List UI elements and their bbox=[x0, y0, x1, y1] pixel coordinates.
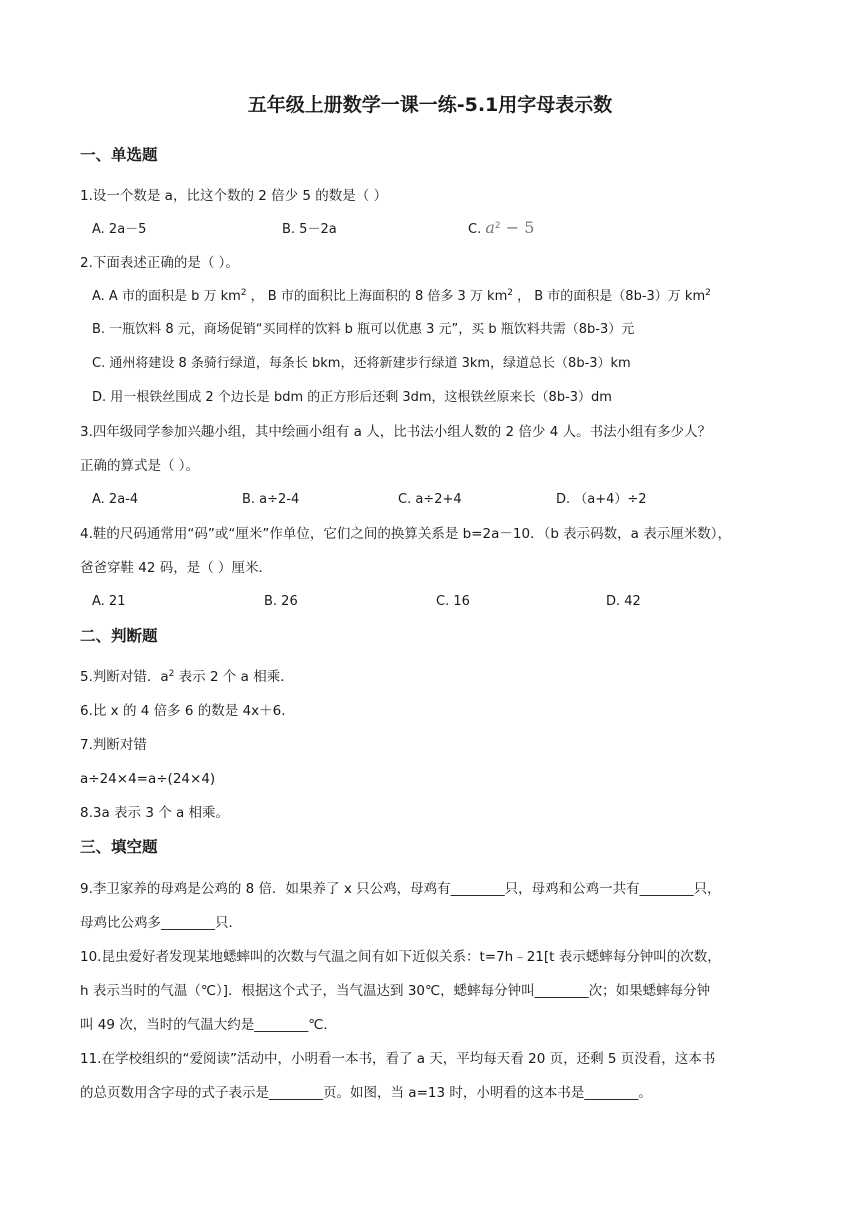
question-3-stem-line2: 正确的算式是（ ）。 bbox=[80, 458, 200, 474]
question-1-option-a: A. 2a－5 bbox=[92, 222, 147, 237]
question-4-stem-line1: 4.鞋的尺码通常用“码”或“厘米”作单位，它们之间的换算关系是 b=2a－10．（b 表示码数，a 表示厘米数）， bbox=[80, 526, 731, 542]
question-1-option-c-formula-base: a bbox=[485, 218, 495, 237]
question-4-option-d: D. 42 bbox=[606, 594, 641, 609]
question-10-line1: 10.昆虫爱好者发现某地蟋蟀叫的次数与气温之间有如下近似关系：t=7h﹣21[t 表示蟋蟀每分钟叫的次数， bbox=[80, 949, 721, 965]
question-2-option-a-sup2: 2 bbox=[507, 288, 513, 298]
question-10-line2: h 表示当时的气温（℃）]．根据这个式子，当气温达到 30℃，蟋蟀每分钟叫________次；如果蟋蟀每分钟 bbox=[80, 983, 711, 999]
question-3-option-b: B. a÷2-4 bbox=[242, 492, 300, 507]
question-7-line2: a÷24×4=a÷(24×4) bbox=[80, 771, 216, 787]
question-2-option-a bbox=[92, 288, 711, 306]
question-8: 8.3a 表示 3 个 a 相乘。 bbox=[80, 805, 230, 821]
question-1-option-c-formula-rest: − 5 bbox=[500, 218, 535, 237]
question-2-option-c: C. 通州将建设 8 条骑行绿道，每条长 bkm，还将新建步行绿道 3km，绿道总长（8b-3）km bbox=[92, 356, 631, 371]
question-3-stem-line1: 3.四年级同学参加兴趣小组，其中绘画小组有 a 人，比书法小组人数的 2 倍少 4 人。书法小组有多少人？ bbox=[80, 424, 712, 440]
question-5-exponent: 2 bbox=[168, 669, 175, 679]
question-1-option-b: B. 5－2a bbox=[282, 222, 337, 237]
question-5 bbox=[80, 668, 294, 686]
question-11-line2: 的总页数用含字母的式子表示是________页。如图，当 a=13 时，小明看的这本书是________。 bbox=[80, 1085, 652, 1101]
question-2-stem: 2.下面表述正确的是（ ）。 bbox=[80, 255, 239, 271]
question-10-line3: 叫 49 次，当时的气温大约是________℃． bbox=[80, 1017, 337, 1033]
question-4-option-c: C. 16 bbox=[436, 594, 470, 609]
question-2-option-d: D. 用一根铁丝围成 2 个边长是 bdm 的正方形后还剩 3dm，这根铁丝原来长（8b-3）dm bbox=[92, 390, 612, 405]
question-4-option-a: A. 21 bbox=[92, 594, 126, 609]
question-6: 6.比 x 的 4 倍多 6 的数是 4x＋6． bbox=[80, 703, 295, 719]
section-heading-true-false: 二、判断题 bbox=[80, 627, 158, 645]
question-2-option-a-sup3: 2 bbox=[705, 288, 711, 298]
question-4-stem-line2: 爸爸穿鞋 42 码，是（ ）厘米． bbox=[80, 560, 273, 576]
question-1-stem: 1.设一个数是 a，比这个数的 2 倍少 5 的数是（ ） bbox=[80, 188, 388, 204]
question-11-line1: 11.在学校组织的“爱阅读”活动中，小明看一本书，看了 a 天，平均每天看 20 页，还剩 5 页没看，这本书 bbox=[80, 1051, 716, 1067]
question-2-option-a-part3: ， B 市的面积是（8b-3）万 km bbox=[512, 289, 706, 304]
question-3-option-c: C. a÷2+4 bbox=[398, 492, 462, 507]
page-title: 五年级上册数学一课一练-5.1用字母表示数 bbox=[247, 94, 613, 116]
question-2-option-a-part2: ， B 市的面积比上海面积的 8 倍多 3 万 km bbox=[246, 289, 508, 304]
question-2-option-a-sup1: 2 bbox=[240, 288, 247, 298]
question-7-line1: 7.判断对错 bbox=[80, 737, 147, 753]
question-4-option-b: B. 26 bbox=[264, 594, 298, 609]
question-9-line1: 9.李卫家养的母鸡是公鸡的 8 倍．如果养了 x 只公鸡，母鸡有________只，母鸡和公鸡一共有________只， bbox=[80, 881, 721, 897]
section-heading-fill-in: 三、填空题 bbox=[80, 838, 158, 856]
question-3-option-d: D. （a+4）÷2 bbox=[556, 492, 647, 507]
question-5-part2: 表示 2 个 a 相乘． bbox=[174, 669, 294, 685]
section-heading-single-choice: 一、单选题 bbox=[80, 146, 158, 164]
question-1-option-c-formula-exp: 2 bbox=[494, 221, 501, 231]
question-2-option-b: B. 一瓶饮料 8 元，商场促销“买同样的饮料 b 瓶可以优惠 3 元”，买 b 瓶饮料共需（8b-3）元 bbox=[92, 322, 635, 337]
question-9-line2: 母鸡比公鸡多________只． bbox=[80, 915, 242, 931]
question-3-option-a: A. 2a-4 bbox=[92, 492, 139, 507]
question-1-option-c-prefix: C. bbox=[468, 222, 486, 237]
question-5-part1: 5.判断对错．a bbox=[80, 669, 169, 685]
question-2-option-a-part1: A. A 市的面积是 b 万 km bbox=[92, 289, 241, 304]
question-1-option-c bbox=[468, 219, 534, 239]
